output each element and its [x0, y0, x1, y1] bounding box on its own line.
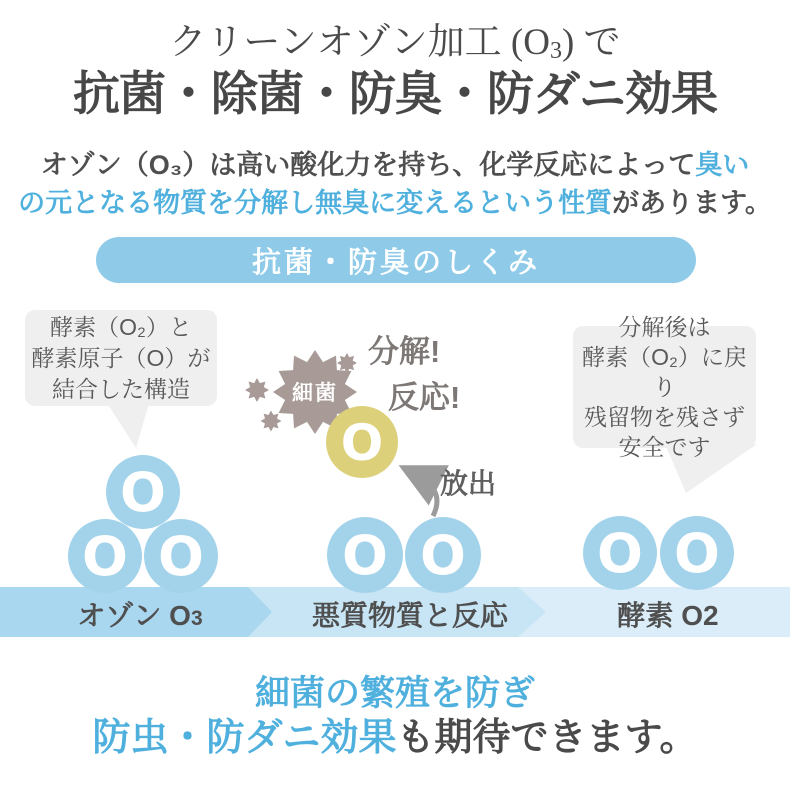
oxygen-atom-label: O: [597, 522, 643, 585]
oxygen-atom-label: O: [420, 524, 466, 587]
intro-line1-blue: 臭い: [695, 150, 750, 180]
left-bubble-line: 酵素（O₂）と: [50, 313, 192, 340]
ozone-molecule-group: [68, 455, 218, 593]
footer-line2-blue: 防虫・防ダニ効果: [92, 717, 397, 759]
ozone-mechanism-diagram: [0, 300, 790, 650]
right-bubble-line: 酵素（O₂）に戻り: [582, 344, 747, 400]
oxygen-atom-label: O: [158, 525, 204, 588]
reaction-molecule-group: [327, 517, 481, 593]
footer-line2: [0, 706, 790, 761]
release-callout: 放出: [440, 468, 497, 499]
intro-line2: [0, 184, 790, 222]
release-arrow: [412, 472, 437, 516]
oxygen-result-group: [583, 516, 734, 590]
step-label-subscript: 3: [190, 607, 203, 630]
intro-line1-dark: オゾン（O₃）は高い酸化力を持ち、化学反応によって: [40, 150, 696, 180]
intro-line1: [0, 146, 790, 184]
right-bubble-line: 残留物を残さず: [584, 404, 745, 430]
released-atom-label: O: [340, 414, 384, 472]
title-text-suffix: ) で: [561, 22, 621, 63]
left-bubble-line: 結合した構造: [52, 375, 190, 402]
title-subscript: 3: [549, 38, 562, 64]
step-label-reaction: [290, 594, 530, 634]
step-label-ozone: [30, 594, 250, 634]
step-label-text: 悪質物質と反応: [311, 600, 508, 631]
left-bubble-tail: [105, 400, 150, 448]
step-label-text: オゾン O: [77, 600, 191, 631]
step-label-text: 酵素 O2: [617, 600, 719, 631]
germ-icon: [245, 378, 269, 402]
germ-icon: [261, 411, 282, 432]
section-banner-label: 抗菌・防臭のしくみ: [251, 246, 540, 279]
intro-paragraph: [0, 146, 790, 222]
left-bubble-line: 酵素原子（O）が: [31, 344, 211, 371]
title-text: クリーンオゾン加工 (O: [169, 22, 550, 63]
germ-icon: [337, 353, 357, 373]
page-title-line2: 抗菌・除菌・防臭・防ダニ効果: [73, 69, 717, 121]
react-callout: 反応!: [388, 380, 461, 415]
bacteria-burst-label: 細菌: [292, 382, 338, 405]
intro-line2-blue: の元となる物質を分解し無臭に変えるという性質: [18, 188, 613, 218]
right-speech-bubble: [573, 314, 756, 460]
right-bubble-line: 分解後は: [618, 314, 711, 340]
step-label-oxygen: [558, 594, 778, 634]
intro-line2-dark: があります。: [612, 188, 772, 218]
footer-line1: 細菌の繁殖を防ぎ: [254, 674, 535, 713]
oxygen-atom-label: O: [120, 461, 166, 524]
oxygen-atom-label: O: [674, 522, 720, 585]
section-banner: [96, 237, 696, 283]
right-bubble-line: 安全です: [618, 434, 711, 460]
oxygen-atom-label: O: [82, 525, 128, 588]
left-speech-bubble: [25, 310, 217, 406]
decompose-callout: 分解!: [368, 334, 441, 369]
oxygen-atom-label: O: [342, 524, 388, 587]
footer-line2-dark: も期待できます。: [396, 717, 698, 759]
